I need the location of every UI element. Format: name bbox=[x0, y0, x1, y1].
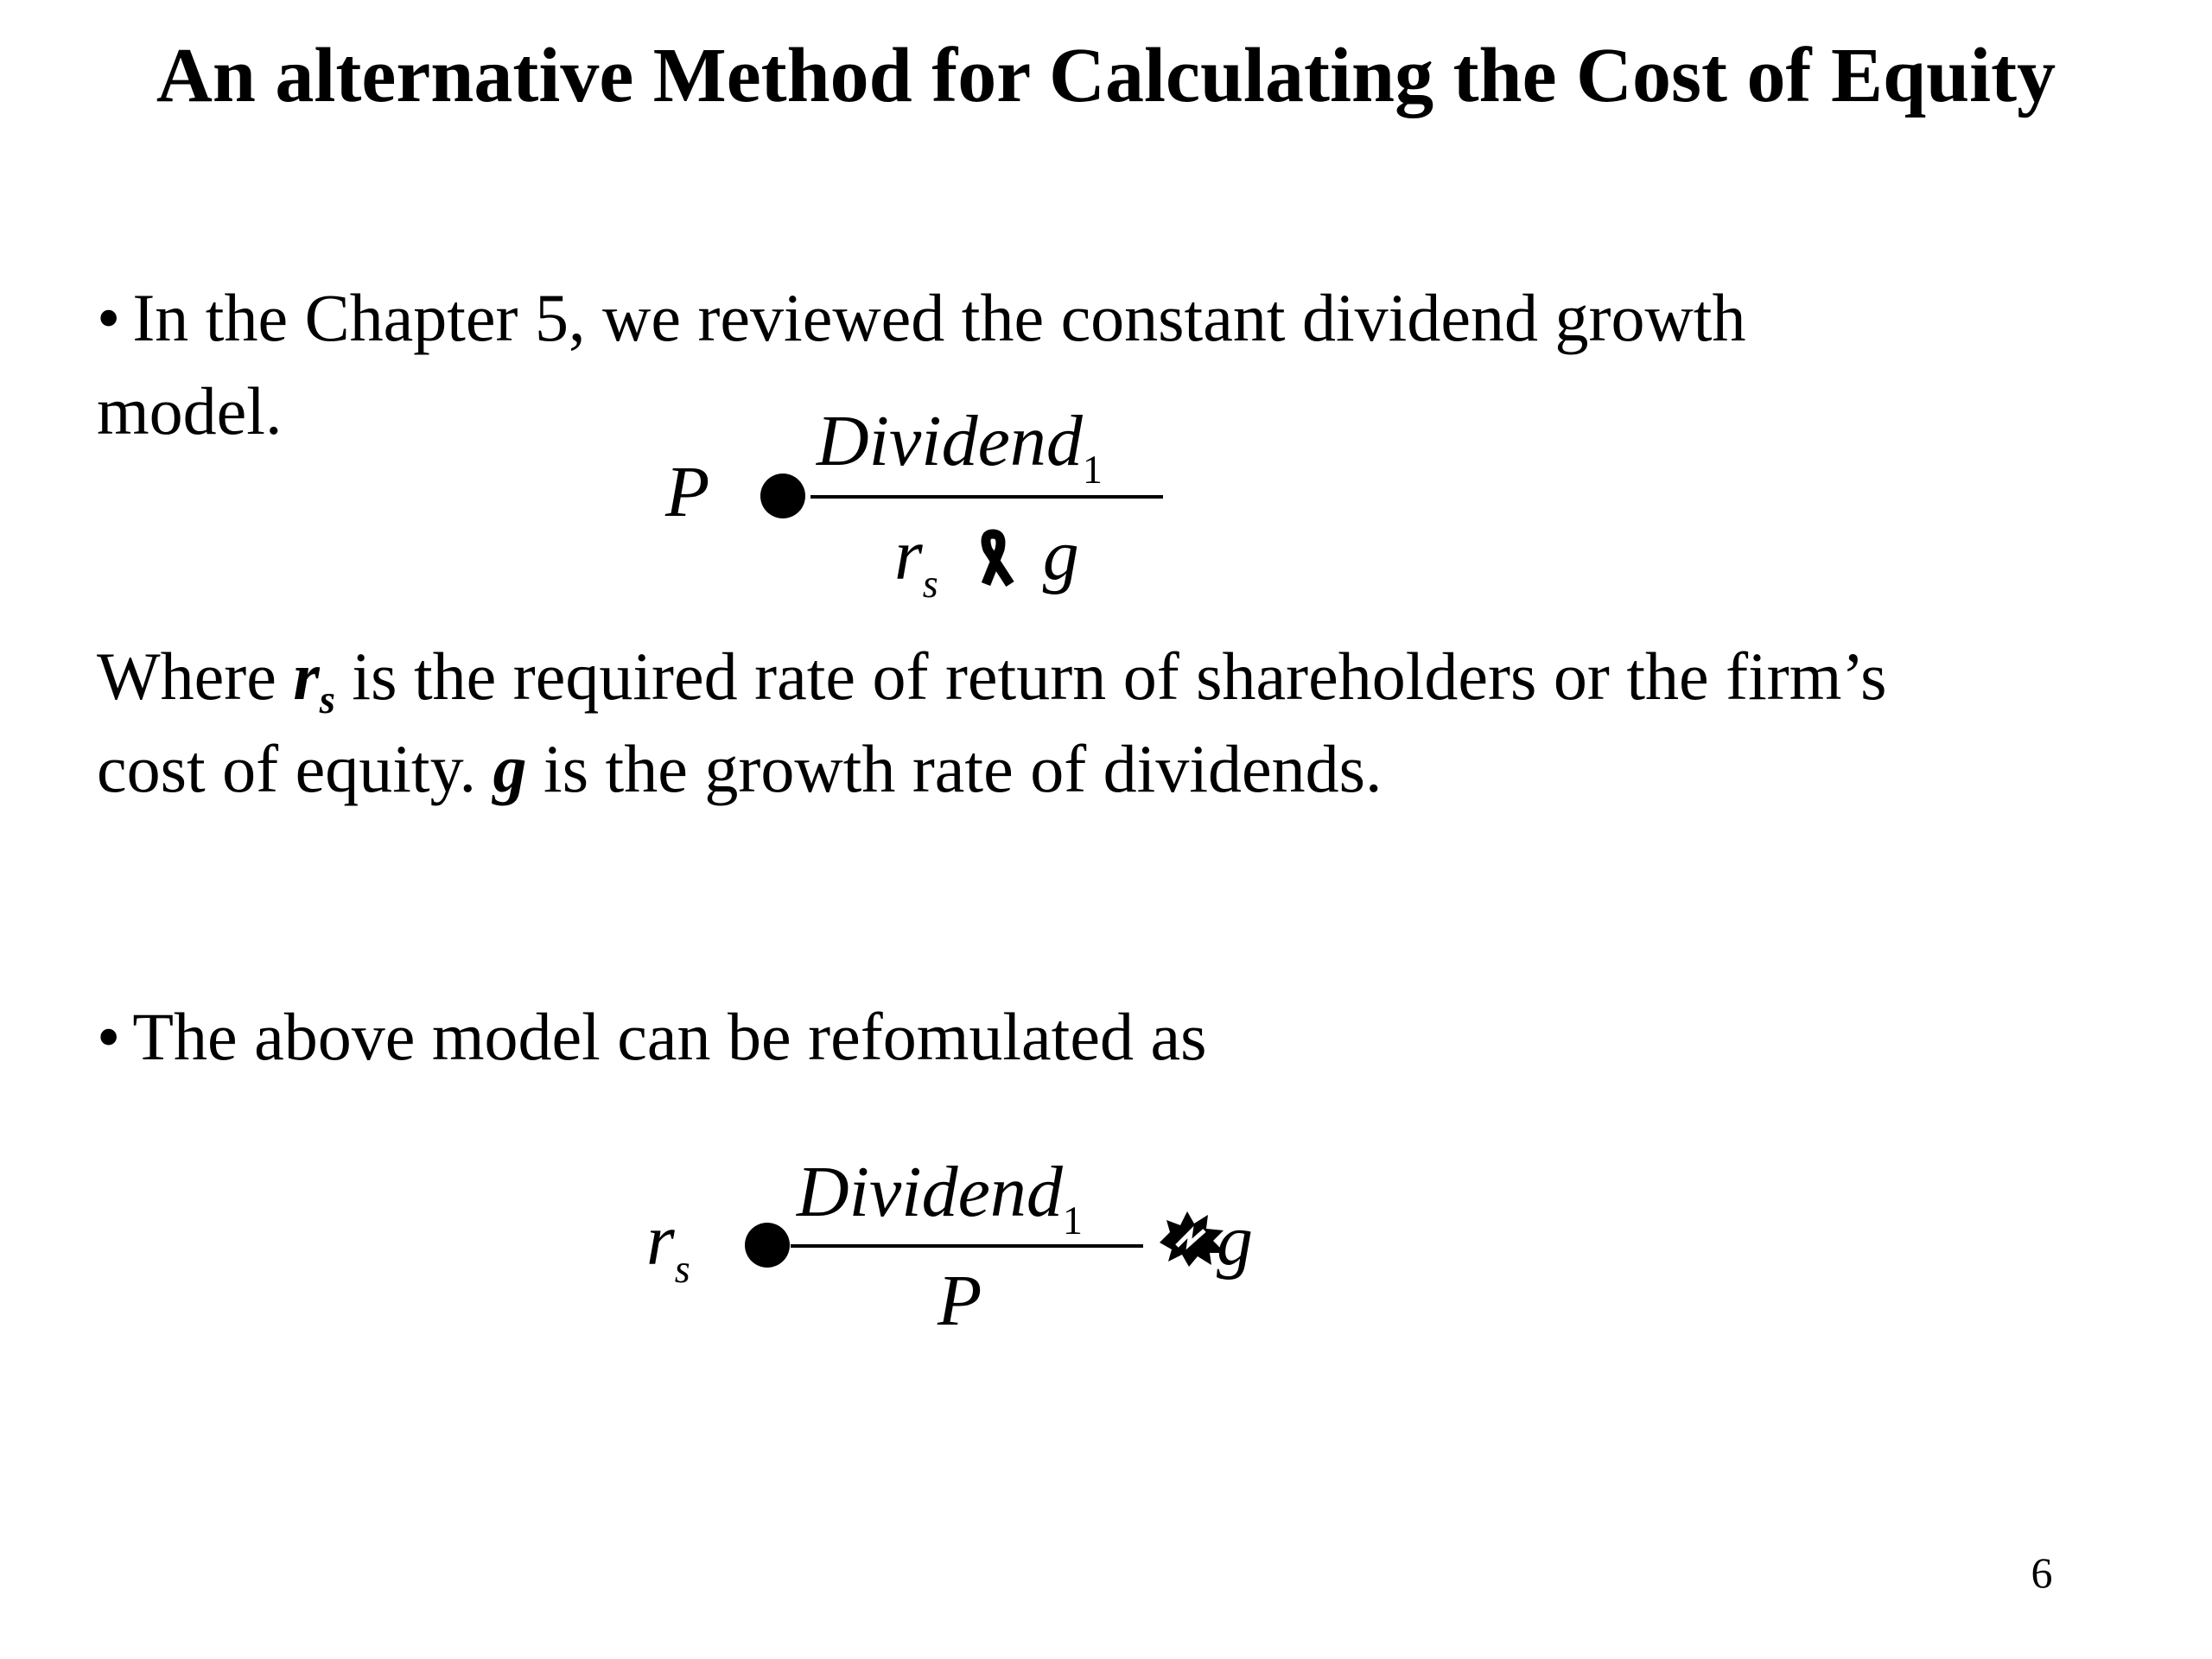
formula2-fraction-bar bbox=[791, 1244, 1143, 1248]
bullet-1-line-1 bbox=[97, 276, 1745, 359]
bullet-2-text: The above model can be refomulated as bbox=[132, 999, 1207, 1074]
formula2-numerator-text: Dividend bbox=[797, 1152, 1063, 1232]
formula1-denominator-growth: g bbox=[1042, 515, 1079, 595]
bullet-marker: • bbox=[97, 999, 121, 1074]
formula1-lhs-price: P bbox=[665, 452, 710, 532]
formula2-lhs-subscript: s bbox=[674, 1246, 690, 1291]
formula2-lhs-rate: r bbox=[646, 1200, 675, 1281]
formula1-denominator-subscript: s bbox=[922, 561, 938, 606]
definition-rs-text: is the required rate of return of shareholders or the firm’s bbox=[352, 639, 1887, 714]
formula1-minus-glyph bbox=[957, 524, 1043, 584]
definition-rs-variable: r bbox=[293, 639, 320, 714]
formula2-equals-glyph bbox=[745, 1223, 790, 1268]
formula1-denominator bbox=[894, 514, 1079, 607]
definition-line-1 bbox=[97, 635, 1886, 728]
definition-line-2-start: cost of equity. bbox=[97, 731, 477, 806]
page-number: 6 bbox=[2031, 1548, 2053, 1597]
slide-title: An alternative Method for Calculating the Cost of Equity bbox=[156, 33, 2056, 118]
formula1-fraction-bar bbox=[810, 495, 1163, 499]
formula2-growth: g bbox=[1217, 1200, 1253, 1281]
formula2-numerator-subscript: 1 bbox=[1062, 1198, 1083, 1243]
formula1-equals-glyph bbox=[760, 474, 805, 518]
definition-g-text: is the growth rate of dividends. bbox=[543, 731, 1382, 806]
bullet-1-line-2: model. bbox=[97, 373, 283, 448]
bullet-marker: • bbox=[97, 280, 121, 355]
formula1-denominator-rate: r bbox=[894, 515, 923, 595]
formula2-numerator bbox=[797, 1151, 1083, 1244]
definition-rs-subscript: s bbox=[319, 677, 335, 723]
formula1-numerator bbox=[817, 400, 1103, 493]
formula1-numerator-subscript: 1 bbox=[1082, 447, 1103, 492]
formula2-denominator: P bbox=[938, 1261, 982, 1341]
definition-where: Where bbox=[97, 639, 276, 714]
formula1-numerator-text: Dividend bbox=[817, 401, 1083, 481]
definition-g-variable: g bbox=[493, 731, 527, 806]
definition-line-2 bbox=[97, 728, 1382, 810]
bullet-1-text: In the Chapter 5, we reviewed the constant dividend growth bbox=[132, 280, 1746, 355]
bullet-2-line bbox=[97, 995, 1206, 1078]
formula2-lhs bbox=[646, 1199, 690, 1293]
